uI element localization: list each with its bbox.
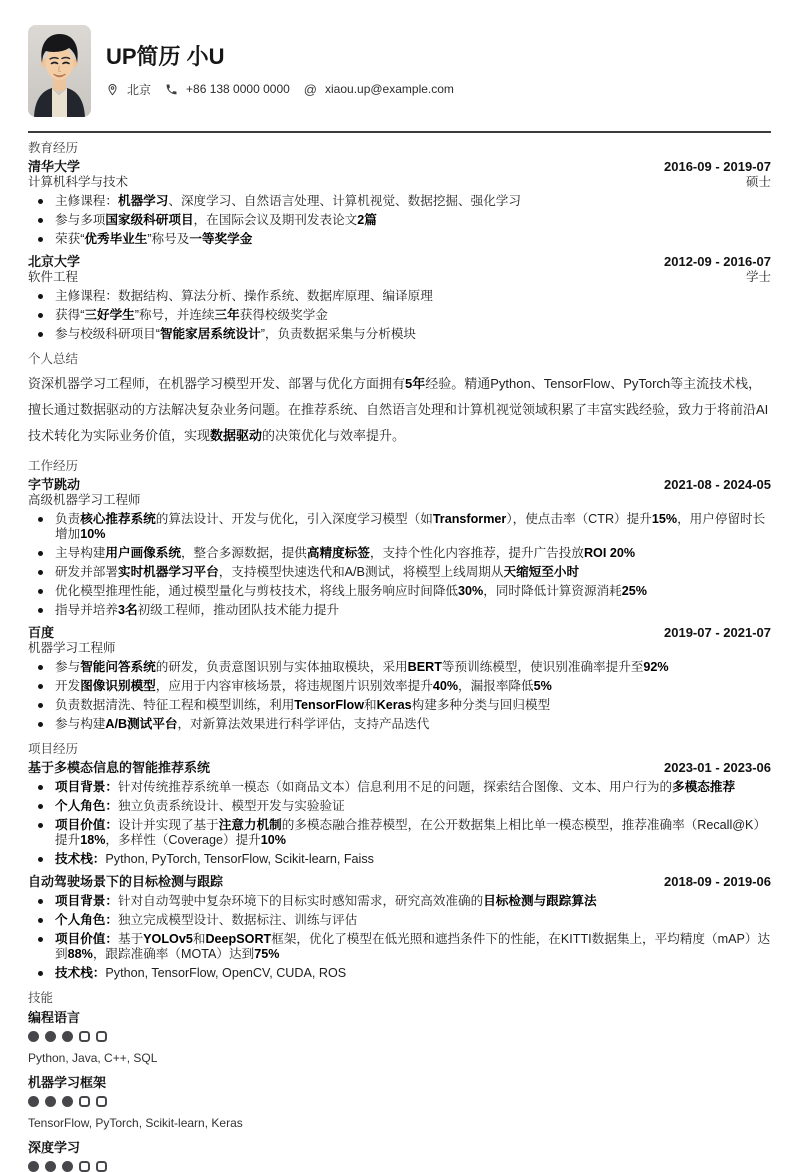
- project-name: 基于多模态信息的智能推荐系统: [28, 760, 211, 775]
- bullet-item: 优化模型推理性能，通过模型量化与剪枝技术，将线上服务响应时间降低30%，同时降低计算资源消耗25%: [28, 584, 771, 599]
- work-entry-2: [28, 626, 771, 732]
- summary-paragraph: 资深机器学习工程师，在机器学习模型开发、部署与优化方面拥有5年经验。精通Python、TensorFlow、PyTorch等主流技术栈，擅长通过数据驱动的方法解决复杂业务问题。在推荐系统、自然语言处理和计算机视觉领域积累了丰富实践经验，致力于将前沿AI技术转化为实际业务价值，实现数据驱动的决策优化与效率提升。: [28, 376, 769, 443]
- bullet-item: 项目价值：设计并实现了基于注意力机制的多模态融合推荐模型，在公开数据集上相比单一模态模型，推荐准确率（Recall@K）提升18%，多样性（Coverage）提升10%: [28, 818, 771, 848]
- section-title-skills: 技能: [28, 991, 54, 1005]
- company-name: 百度: [28, 625, 55, 640]
- project-name: 自动驾驶场景下的目标检测与跟踪: [28, 874, 224, 889]
- bullet-item: 参与构建A/B测试平台，对新算法效果进行科学评估，支持产品迭代: [28, 717, 771, 732]
- skill-level-dots: [28, 1161, 771, 1172]
- header: [28, 0, 771, 117]
- date-range: 2021-08 - 2024-05: [664, 477, 771, 492]
- bullet-item: 开发图像识别模型，应用于内容审核场景，将违规图片识别效率提升40%，漏报率降低5%: [28, 679, 771, 694]
- section-education: [28, 141, 771, 342]
- entry-head: [28, 478, 771, 507]
- header-info: [106, 44, 460, 97]
- header-divider: [28, 131, 771, 133]
- skill-group-programming: [28, 1010, 771, 1066]
- bullet-item: 指导并培养3名初级工程师，推动团队技术能力提升: [28, 603, 771, 618]
- date-range: 2023-01 - 2023-06: [664, 760, 771, 775]
- skill-dot-filled: [28, 1031, 39, 1042]
- date-range: 2012-09 - 2016-07: [664, 254, 771, 269]
- bullet-item: 技术栈：Python, PyTorch, TensorFlow, Scikit-learn, Faiss: [28, 852, 771, 867]
- bullet-item: 参与校级科研项目“智能家居系统设计”，负责数据采集与分析模块: [28, 327, 771, 342]
- bullet-list: [28, 289, 771, 342]
- skill-group-deep-learning: [28, 1140, 771, 1172]
- skill-dot-empty: [96, 1031, 107, 1042]
- skill-dot-filled: [62, 1161, 73, 1172]
- skill-dot-empty: [79, 1161, 90, 1172]
- skill-dot-empty: [79, 1031, 90, 1042]
- major-name: 计算机科学与技术: [28, 175, 129, 189]
- bullet-item: 个人角色：独立完成模型设计、数据标注、训练与评估: [28, 913, 771, 928]
- bullet-item: 项目背景：针对自动驾驶中复杂环境下的目标实时感知需求，研究高效准确的目标检测与跟踪算法: [28, 894, 771, 909]
- email-at-icon: @: [303, 81, 317, 97]
- section-projects: [28, 742, 771, 981]
- profile-photo-illustration: [28, 25, 91, 117]
- bullet-list: [28, 194, 771, 247]
- bullet-item: 荣获“优秀毕业生”称号及一等奖学金: [28, 232, 771, 247]
- skill-label: 深度学习: [28, 1140, 81, 1155]
- entry-head: [28, 255, 771, 284]
- school-name: 清华大学: [28, 159, 81, 174]
- skill-group-ml-frameworks: [28, 1075, 771, 1131]
- skill-items: Python, Java, C++, SQL: [28, 1051, 158, 1065]
- section-work: [28, 459, 771, 732]
- major-name: 软件工程: [28, 270, 79, 284]
- project-entry-1: [28, 761, 771, 867]
- skill-dot-empty: [96, 1096, 107, 1107]
- skill-dot-filled: [45, 1161, 56, 1172]
- bullet-list: [28, 660, 771, 732]
- skill-items: TensorFlow, PyTorch, Scikit-learn, Keras: [28, 1116, 243, 1130]
- bullet-list: [28, 894, 771, 981]
- company-name: 字节跳动: [28, 477, 81, 492]
- bullet-item: 负责核心推荐系统的算法设计、开发与优化，引入深度学习模型（如Transformer），使点击率（CTR）提升15%，用户停留时长增加10%: [28, 512, 771, 542]
- job-title: 机器学习工程师: [28, 641, 116, 655]
- bullet-item: 获得“三好学生”称号，并连续三年获得校级奖学金: [28, 308, 771, 323]
- skill-dot-filled: [28, 1161, 39, 1172]
- skill-dot-empty: [79, 1096, 90, 1107]
- entry-head: [28, 626, 771, 655]
- section-summary: [28, 352, 771, 449]
- skill-level-dots: [28, 1096, 771, 1107]
- bullet-item: 项目背景：针对传统推荐系统单一模态（如商品文本）信息利用不足的问题，探索结合图像、文本、用户行为的多模态推荐: [28, 780, 771, 795]
- bullet-list: [28, 780, 771, 867]
- phone-icon: [165, 83, 178, 96]
- section-title-education: 教育经历: [28, 141, 79, 155]
- entry-head: [28, 160, 771, 189]
- work-entry-1: [28, 478, 771, 618]
- school-name: 北京大学: [28, 254, 81, 269]
- bullet-item: 研发并部署实时机器学习平台，支持模型快速迭代和A/B测试，将模型上线周期从天缩短至小时: [28, 565, 771, 580]
- bullet-item: 个人角色：独立负责系统设计、模型开发与实验验证: [28, 799, 771, 814]
- bullet-item: 技术栈：Python, TensorFlow, OpenCV, CUDA, ROS: [28, 966, 771, 981]
- education-entry-2: [28, 255, 771, 342]
- bullet-item: 主导构建用户画像系统，整合多源数据，提供高精度标签，支持个性化内容推荐，提升广告投放ROI 20%: [28, 546, 771, 561]
- profile-photo: [28, 25, 91, 117]
- skill-level-dots: [28, 1031, 771, 1042]
- bullet-item: 负责数据清洗、特征工程和模型训练，利用TensorFlow和Keras构建多种分类与回归模型: [28, 698, 771, 713]
- degree: 硕士: [745, 175, 771, 189]
- email-text: xiaou.up@example.com: [325, 82, 454, 97]
- skill-dot-empty: [96, 1161, 107, 1172]
- skill-dot-filled: [62, 1031, 73, 1042]
- skill-dot-filled: [28, 1096, 39, 1107]
- job-title: 高级机器学习工程师: [28, 493, 141, 507]
- location-pin-icon: [106, 83, 119, 96]
- phone-text: +86 138 0000 0000: [186, 82, 290, 97]
- degree: 学士: [745, 270, 771, 284]
- date-range: 2016-09 - 2019-07: [664, 159, 771, 174]
- contact-row: [106, 81, 460, 98]
- section-title-work: 工作经历: [28, 459, 79, 473]
- skill-label: 编程语言: [28, 1010, 81, 1025]
- project-entry-2: [28, 875, 771, 981]
- bullet-item: 参与多项国家级科研项目，在国际会议及期刊发表论文2篇: [28, 213, 771, 228]
- date-range: 2019-07 - 2021-07: [664, 625, 771, 640]
- skill-dot-filled: [45, 1031, 56, 1042]
- entry-head: [28, 875, 771, 889]
- location-text: 北京: [127, 82, 152, 97]
- section-title-summary: 个人总结: [28, 352, 79, 366]
- skill-dot-filled: [62, 1096, 73, 1107]
- bullet-item: 项目价值：基于YOLOv5和DeepSORT框架，优化了模型在低光照和遮挡条件下的性能，在KITTI数据集上，平均精度（mAP）达到88%，跟踪准确率（MOTA）达到75%: [28, 932, 771, 962]
- section-skills: [28, 991, 771, 1172]
- skill-label: 机器学习框架: [28, 1075, 107, 1090]
- bullet-item: 参与智能问答系统的研发，负责意图识别与实体抽取模块，采用BERT等预训练模型，使识别准确率提升至92%: [28, 660, 771, 675]
- bullet-item: 主修课程：机器学习、深度学习、自然语言处理、计算机视觉、数据挖掘、强化学习: [28, 194, 771, 209]
- bullet-list: [28, 512, 771, 618]
- candidate-name: UP简历 小U: [106, 44, 225, 70]
- entry-head: [28, 761, 771, 775]
- date-range: 2018-09 - 2019-06: [664, 874, 771, 889]
- skill-dot-filled: [45, 1096, 56, 1107]
- bullet-item: 主修课程：数据结构、算法分析、操作系统、数据库原理、编译原理: [28, 289, 771, 304]
- education-entry-1: [28, 160, 771, 247]
- section-title-projects: 项目经历: [28, 742, 79, 756]
